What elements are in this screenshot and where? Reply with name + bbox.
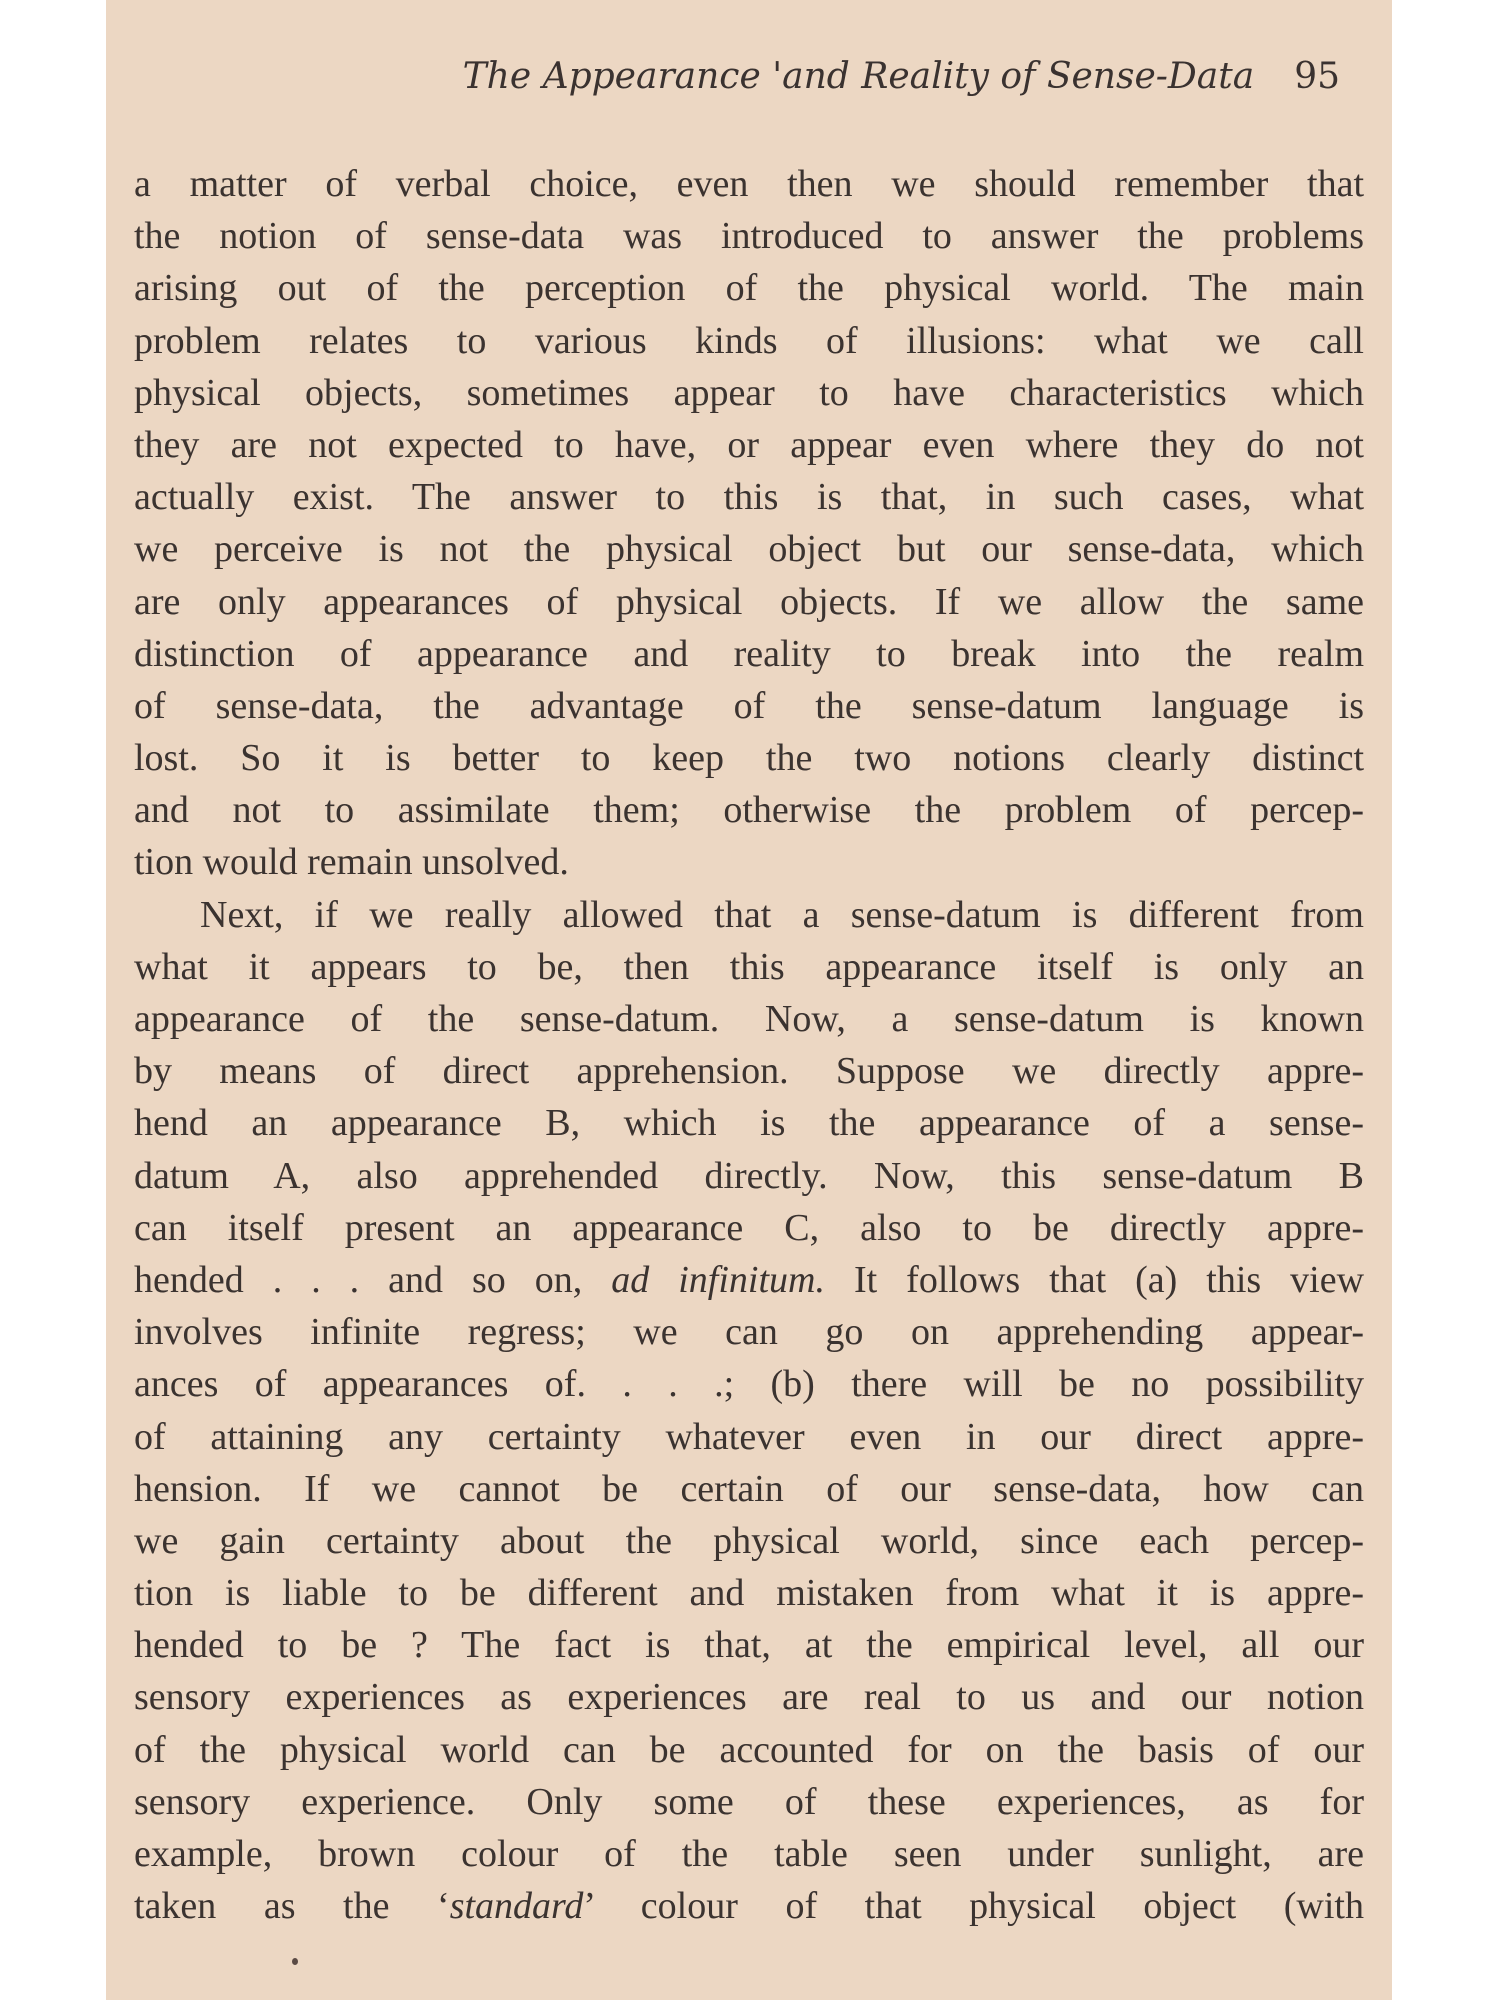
text-line: lost. So it is better to keep the two notions clearly distinct (134, 737, 1364, 780)
text-line: of the physical world can be accounted for on the basis of our (134, 1728, 1364, 1771)
text-line: Next, if we really allowed that a sense-datum is different from (200, 893, 1364, 936)
text-line: what it appears to be, then this appearance itself is only an (134, 945, 1364, 988)
text-line: appearance of the sense-datum. Now, a sense-datum is known (134, 998, 1364, 1040)
text-line: ances of appearances of. . . .; (b) there will be no possibility (134, 1363, 1364, 1406)
running-title: The Appearance 'and Reality of Sense-Data (462, 56, 1255, 97)
text-line: actually exist. The answer to this is that, in such cases, what (134, 476, 1364, 519)
text-line: example, brown colour of the table seen under sunlight, are (134, 1833, 1364, 1875)
italic-phrase: ad infinitum. (611, 1258, 825, 1301)
text-line: can itself present an appearance C, also to be directly appre- (134, 1206, 1364, 1249)
text-line: sensory experience. Only some of these experiences, as for (134, 1780, 1364, 1823)
text-line: we perceive is not the physical object but our sense-data, which (134, 528, 1364, 571)
text-line: are only appearances of physical objects. If we allow the same (134, 580, 1364, 623)
text-line: physical objects, sometimes appear to have characteristics which (134, 371, 1364, 414)
text-line: involves infinite regress; we can go on apprehending appear- (134, 1311, 1364, 1354)
text-line: they are not expected to have, or appear even where they do not (134, 423, 1364, 466)
text-line: arising out of the perception of the physical world. The main (134, 267, 1364, 310)
text-line: we gain certainty about the physical world, since each percep- (134, 1519, 1364, 1562)
text-fragment: hended . . . and so on, (134, 1258, 612, 1301)
ink-speck (292, 1958, 298, 1965)
text-line: sensory experiences as experiences are real to us and our notion (134, 1676, 1364, 1719)
text-line: hend an appearance B, which is the appearance of a sense- (134, 1102, 1364, 1145)
text-line: problem relates to various kinds of illusions: what we call (134, 319, 1364, 362)
text-fragment: ’ colour of that physical object (with (583, 1885, 1364, 1928)
text-line: hension. If we cannot be certain of our sense-data, how can (134, 1467, 1364, 1510)
text-line: datum A, also apprehended directly. Now, this sense-datum B (134, 1154, 1364, 1197)
text-fragment: It follows that (a) this view (824, 1258, 1365, 1301)
text-line: a matter of verbal choice, even then we should remember that (134, 163, 1364, 205)
text-line: distinction of appearance and reality to break into the realm (134, 632, 1364, 675)
text-fragment: taken as the ‘ (134, 1885, 450, 1928)
text-line: by means of direct apprehension. Suppose we directly appre- (134, 1050, 1364, 1093)
text-line: of attaining any certainty whatever even in our direct appre- (134, 1415, 1364, 1458)
text-line (134, 1880, 1364, 1932)
text-line: hended to be ? The fact is that, at the empirical level, all our (134, 1624, 1364, 1667)
page-number: 95 (1294, 56, 1340, 97)
text-line: of sense-data, the advantage of the sense-datum language is (134, 684, 1364, 727)
text-line: tion is liable to be different and mistaken from what it is appre- (134, 1572, 1364, 1615)
italic-phrase: standard (449, 1885, 584, 1928)
page-header (463, 56, 1340, 106)
text-line (134, 1254, 1364, 1306)
body-text (134, 158, 1364, 1932)
text-line: tion would remain unsolved. (134, 841, 569, 884)
book-page (106, 0, 1392, 2000)
text-line: the notion of sense-data was introduced to answer the problems (134, 215, 1364, 258)
text-line: and not to assimilate them; otherwise the problem of percep- (134, 789, 1364, 832)
